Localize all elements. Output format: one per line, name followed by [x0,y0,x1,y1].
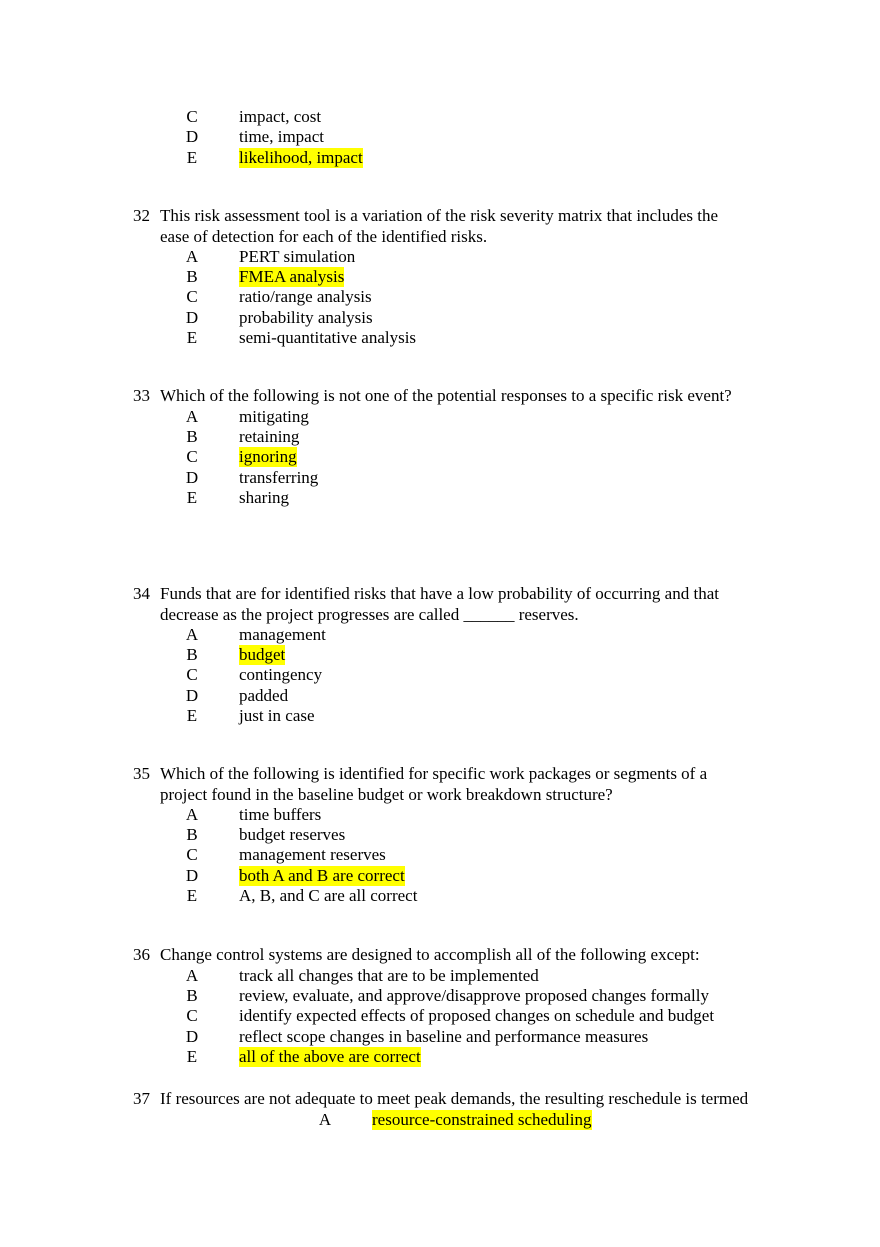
option-letter: C [186,1006,198,1025]
option-text: identify expected effects of proposed changes on schedule and budget [239,1006,715,1025]
option-text: impact, cost [239,107,322,126]
option-text: time buffers [239,805,322,824]
option-text-highlighted: budget [239,645,286,664]
option-letter: D [185,1027,199,1046]
option-text: A, B, and C are all correct [239,886,418,905]
question-text: Which of the following is not one of the potential responses to a specific risk event? [160,386,732,405]
option-letter: A [185,625,199,644]
option-text: management reserves [239,845,386,864]
option-letter: D [185,866,199,885]
question-number: 34 [133,584,150,603]
option-text: PERT simulation [239,247,356,266]
question-number: 37 [133,1089,150,1108]
option-letter: E [186,886,198,905]
option-text-highlighted: resource-constrained scheduling [372,1110,592,1129]
option-letter: C [186,287,198,306]
option-text: retaining [239,427,300,446]
question-text: decrease as the project progresses are called ______ reserves. [160,605,579,624]
option-text: padded [239,686,289,705]
option-text: reflect scope changes in baseline and performance measures [239,1027,649,1046]
question-text: ease of detection for each of the identified risks. [160,227,488,246]
option-letter: C [186,447,198,466]
option-letter: E [186,148,198,167]
option-letter: B [186,825,198,844]
option-text: transferring [239,468,319,487]
option-letter: D [185,468,199,487]
question-text: project found in the baseline budget or work breakdown structure? [160,785,613,804]
option-text: semi-quantitative analysis [239,328,417,347]
option-letter: D [185,127,199,146]
option-letter: A [185,247,199,266]
question-text: If resources are not adequate to meet peak demands, the resulting reschedule is termed [160,1089,749,1108]
option-letter: C [186,845,198,864]
option-letter: A [185,805,199,824]
question-number: 32 [133,206,150,225]
option-text: track all changes that are to be implemented [239,966,539,985]
option-text: probability analysis [239,308,373,327]
option-letter: D [185,686,199,705]
option-text: just in case [239,706,315,725]
option-letter: E [186,488,198,507]
option-letter: A [185,407,199,426]
option-letter: A [318,1110,332,1129]
option-letter: B [186,427,198,446]
option-text: review, evaluate, and approve/disapprove proposed changes formally [239,986,709,1005]
option-letter: E [186,328,198,347]
question-text: Funds that are for identified risks that have a low probability of occurring and that [160,584,719,603]
option-text: sharing [239,488,290,507]
option-text: ratio/range analysis [239,287,372,306]
option-text-highlighted: ignoring [239,447,297,466]
option-letter: E [186,1047,198,1066]
option-text-highlighted: likelihood, impact [239,148,363,167]
option-text: contingency [239,665,323,684]
question-number: 36 [133,945,150,964]
option-letter: A [185,966,199,985]
option-text-highlighted: both A and B are correct [239,866,405,885]
option-text: budget reserves [239,825,346,844]
option-letter: C [186,107,198,126]
option-letter: B [186,645,198,664]
option-letter: D [185,308,199,327]
option-letter: C [186,665,198,684]
option-text: time, impact [239,127,324,146]
question-number: 33 [133,386,150,405]
option-letter: B [186,986,198,1005]
question-text: Which of the following is identified for specific work packages or segments of a [160,764,708,783]
option-text: mitigating [239,407,309,426]
option-text-highlighted: FMEA analysis [239,267,345,286]
option-text-highlighted: all of the above are correct [239,1047,421,1066]
option-text: management [239,625,326,644]
option-letter: E [186,706,198,725]
question-text: This risk assessment tool is a variation of the risk severity matrix that includes the [160,206,719,225]
option-letter: B [186,267,198,286]
question-text: Change control systems are designed to accomplish all of the following except: [160,945,700,964]
question-number: 35 [133,764,150,783]
